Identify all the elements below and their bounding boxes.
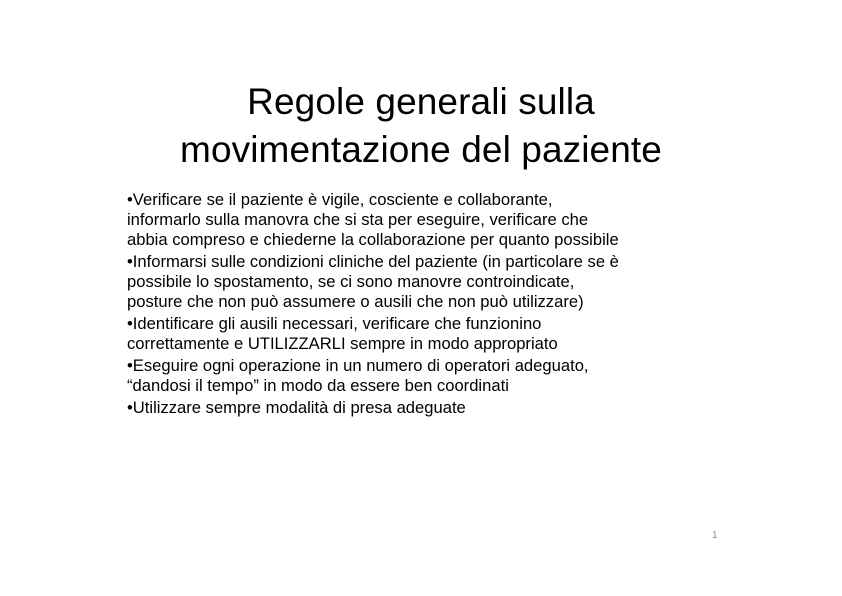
bullet-line: abbia compreso e chiederne la collaborazione per quanto possibile: [127, 230, 619, 249]
bullet-line: informarlo sulla manovra che si sta per eseguire, verificare che: [127, 210, 589, 229]
bullet-line: correttamente e UTILIZZARLI sempre in modo appropriato: [127, 334, 558, 353]
bullet-line: •Informarsi sulle condizioni cliniche del paziente (in particolare se è: [127, 252, 619, 271]
bullet-list: [127, 190, 737, 420]
slide-title: [100, 78, 742, 174]
bullet-line: •Identificare gli ausili necessari, verificare che funzionino: [127, 314, 542, 333]
bullet-line: •Utilizzare sempre modalità di presa adeguate: [127, 398, 466, 417]
page-number: 1: [712, 530, 718, 541]
bullet-line: •Verificare se il paziente è vigile, cosciente e collaborante,: [127, 190, 553, 209]
slide-title-line: Regole generali sulla: [247, 81, 595, 122]
bullet-item: [127, 314, 737, 354]
bullet-line: posture che non può assumere o ausili che non può utilizzare): [127, 292, 584, 311]
bullet-line: “dandosi il tempo” in modo da essere ben coordinati: [127, 376, 509, 395]
bullet-line: possibile lo spostamento, se ci sono manovre controindicate,: [127, 272, 575, 291]
bullet-item: [127, 190, 737, 250]
bullet-item: [127, 356, 737, 396]
slide-title-line: movimentazione del paziente: [180, 129, 662, 170]
bullet-item: [127, 252, 737, 312]
bullet-item: [127, 398, 737, 418]
bullet-line: •Eseguire ogni operazione in un numero di operatori adeguato,: [127, 356, 589, 375]
